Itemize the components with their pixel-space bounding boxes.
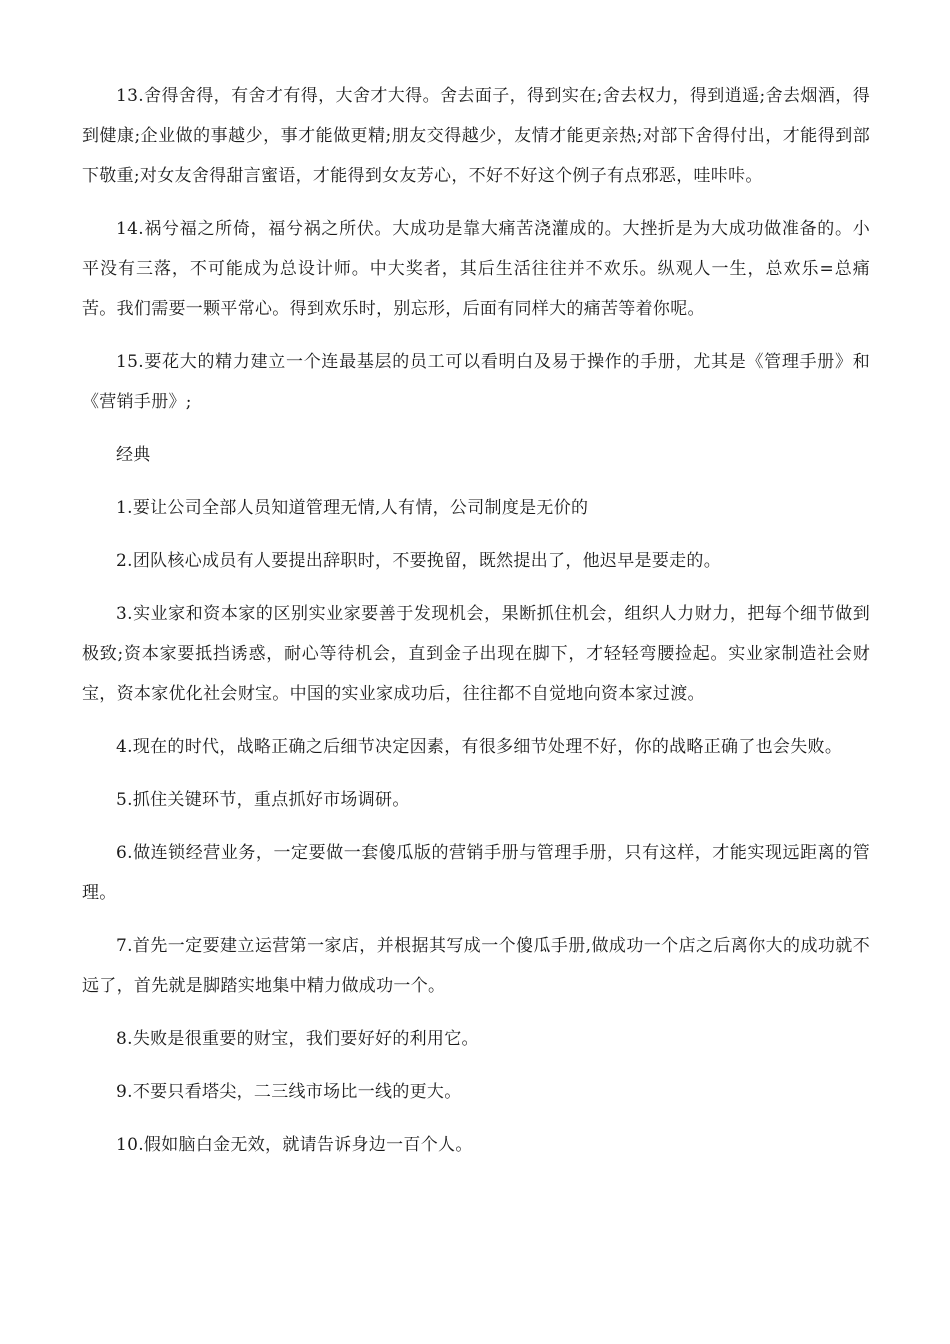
document-body [82,76,870,1178]
classic-item-9: 9.不要只看塔尖，二三线市场比一线的更大。 [116,1082,462,1102]
paragraph-15: 15.要花大的精力建立一个连最基层的员工可以看明白及易于操作的手册，尤其是《管理手册》和《营销手册》; [82,352,870,412]
section-heading-classic: 经典 [116,445,151,465]
paragraph-13: 13.舍得舍得，有舍才有得，大舍才大得。舍去面子，得到实在;舍去权力，得到逍遥;舍去烟酒，得到健康;企业做的事越少，事才能做更精;朋友交得越少，友情才能更亲热;对部下舍得付出，才能得到部下敬重;对女友舍得甜言蜜语，才能得到女友芳心，不好不好这个例子有点邪恶，哇咔咔。 [82,86,870,186]
classic-item-8: 8.失败是很重要的财宝，我们要好好的利用它。 [116,1029,479,1049]
classic-item-4: 4.现在的时代，战略正确之后细节决定因素，有很多细节处理不好，你的战略正确了也会失败。 [116,737,843,757]
paragraph-14: 14.祸兮福之所倚，福兮祸之所伏。大成功是靠大痛苦浇灌成的。大挫折是为大成功做准备的。小平没有三落，不可能成为总设计师。中大奖者，其后生活往往并不欢乐。纵观人一生，总欢乐=总痛苦。我们需要一颗平常心。得到欢乐时，别忘形，后面有同样大的痛苦等着你呢。 [82,219,870,319]
classic-item-5: 5.抓住关键环节，重点抓好市场调研。 [116,790,410,810]
classic-item-1: 1.要让公司全部人员知道管理无情,人有情，公司制度是无价的 [116,498,589,518]
classic-item-6: 6.做连锁经营业务，一定要做一套傻瓜版的营销手册与管理手册，只有这样，才能实现远距离的管理。 [82,843,870,903]
classic-item-7: 7.首先一定要建立运营第一家店，并根据其写成一个傻瓜手册,做成功一个店之后离你大的成功就不远了，首先就是脚踏实地集中精力做成功一个。 [82,936,870,996]
classic-item-3: 3.实业家和资本家的区别实业家要善于发现机会，果断抓住机会，组织人力财力，把每个细节做到极致;资本家要抵挡诱惑，耐心等待机会，直到金子出现在脚下，才轻轻弯腰捡起。实业家制造社会财宝，资本家优化社会财宝。中国的实业家成功后，往往都不自觉地向资本家过渡。 [82,604,870,704]
classic-item-2: 2.团队核心成员有人要提出辞职时，不要挽留，既然提出了，他迟早是要走的。 [116,551,722,571]
classic-item-10: 10.假如脑白金无效，就请告诉身边一百个人。 [116,1135,473,1155]
